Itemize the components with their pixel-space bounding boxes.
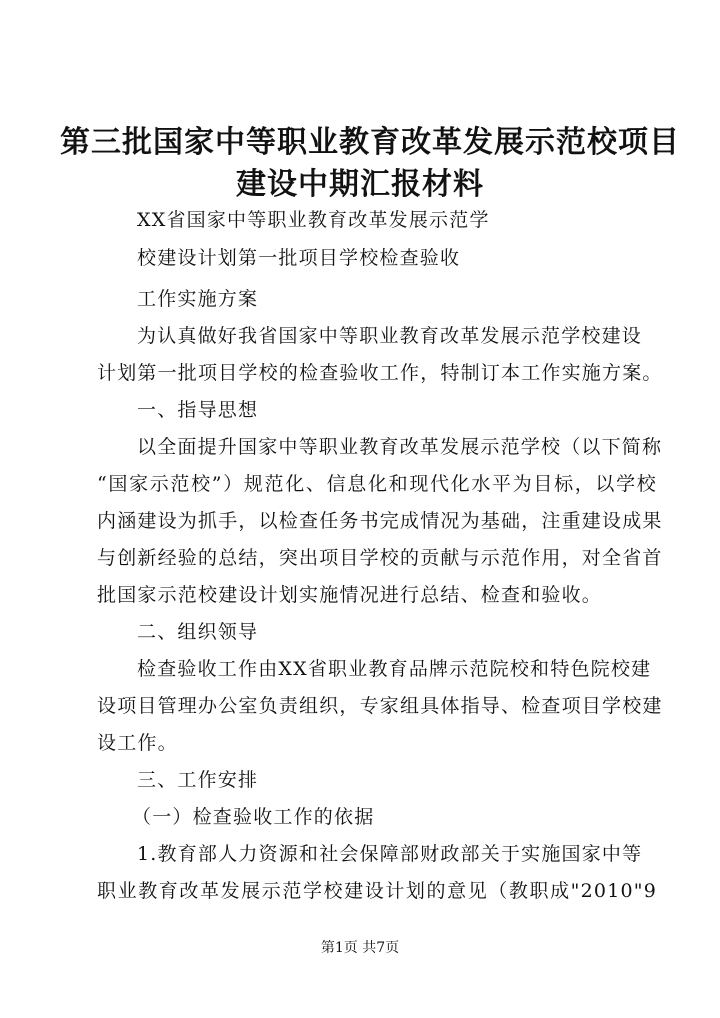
subtitle-line-2: 校建设计划第一批项目学校检查验收 xyxy=(137,247,461,269)
paragraph-line: 1.教育部人力资源和社会保障部财政部关于实施国家中等 xyxy=(137,843,643,865)
section-heading: 三、工作安排 xyxy=(137,769,259,791)
paragraph-line: 批国家示范校建设计划实施情况进行总结、检查和验收。 xyxy=(97,584,603,606)
paragraph-line: 职业教育改革发展示范学校建设计划的意见（教职成"2010"9 xyxy=(97,880,657,902)
paragraph-line: 检查验收工作由XX省职业教育品牌示范院校和特色院校建 xyxy=(137,658,652,680)
paragraph-line: “国家示范校”）规范化、信息化和现代化水平为目标，以学校 xyxy=(97,473,657,495)
subsection-heading: （一）检查验收工作的依据 xyxy=(132,806,375,828)
section-heading: 一、指导思想 xyxy=(137,399,259,421)
paragraph-line: 计划第一批项目学校的检查验收工作，特制订本工作实施方案。 xyxy=(97,362,663,384)
paragraph-line: 以全面提升国家中等职业教育改革发展示范学校（以下简称 xyxy=(137,436,663,458)
paragraph-line: 为认真做好我省国家中等职业教育改革发展示范学校建设 xyxy=(137,325,643,347)
document-title-line-1: 第三批国家中等职业教育改革发展示范校项目 xyxy=(60,125,680,160)
paragraph-line: 设工作。 xyxy=(97,732,178,754)
document-title-line-2: 建设中期汇报材料 xyxy=(236,167,484,202)
paragraph-line: 内涵建设为抓手，以检查任务书完成情况为基础，注重建设成果 xyxy=(97,510,663,532)
subtitle-line-3: 工作实施方案 xyxy=(137,288,259,310)
page-number-footer: 第1页 共7页 xyxy=(320,940,400,956)
section-heading: 二、组织领导 xyxy=(137,621,259,643)
paragraph-line: 与创新经验的总结，突出项目学校的贡献与示范作用，对全省首 xyxy=(97,547,663,569)
paragraph-line: 设项目管理办公室负责组织，专家组具体指导、检查项目学校建 xyxy=(97,695,663,717)
subtitle-line-1: XX省国家中等职业教育改革发展示范学 xyxy=(137,209,490,231)
